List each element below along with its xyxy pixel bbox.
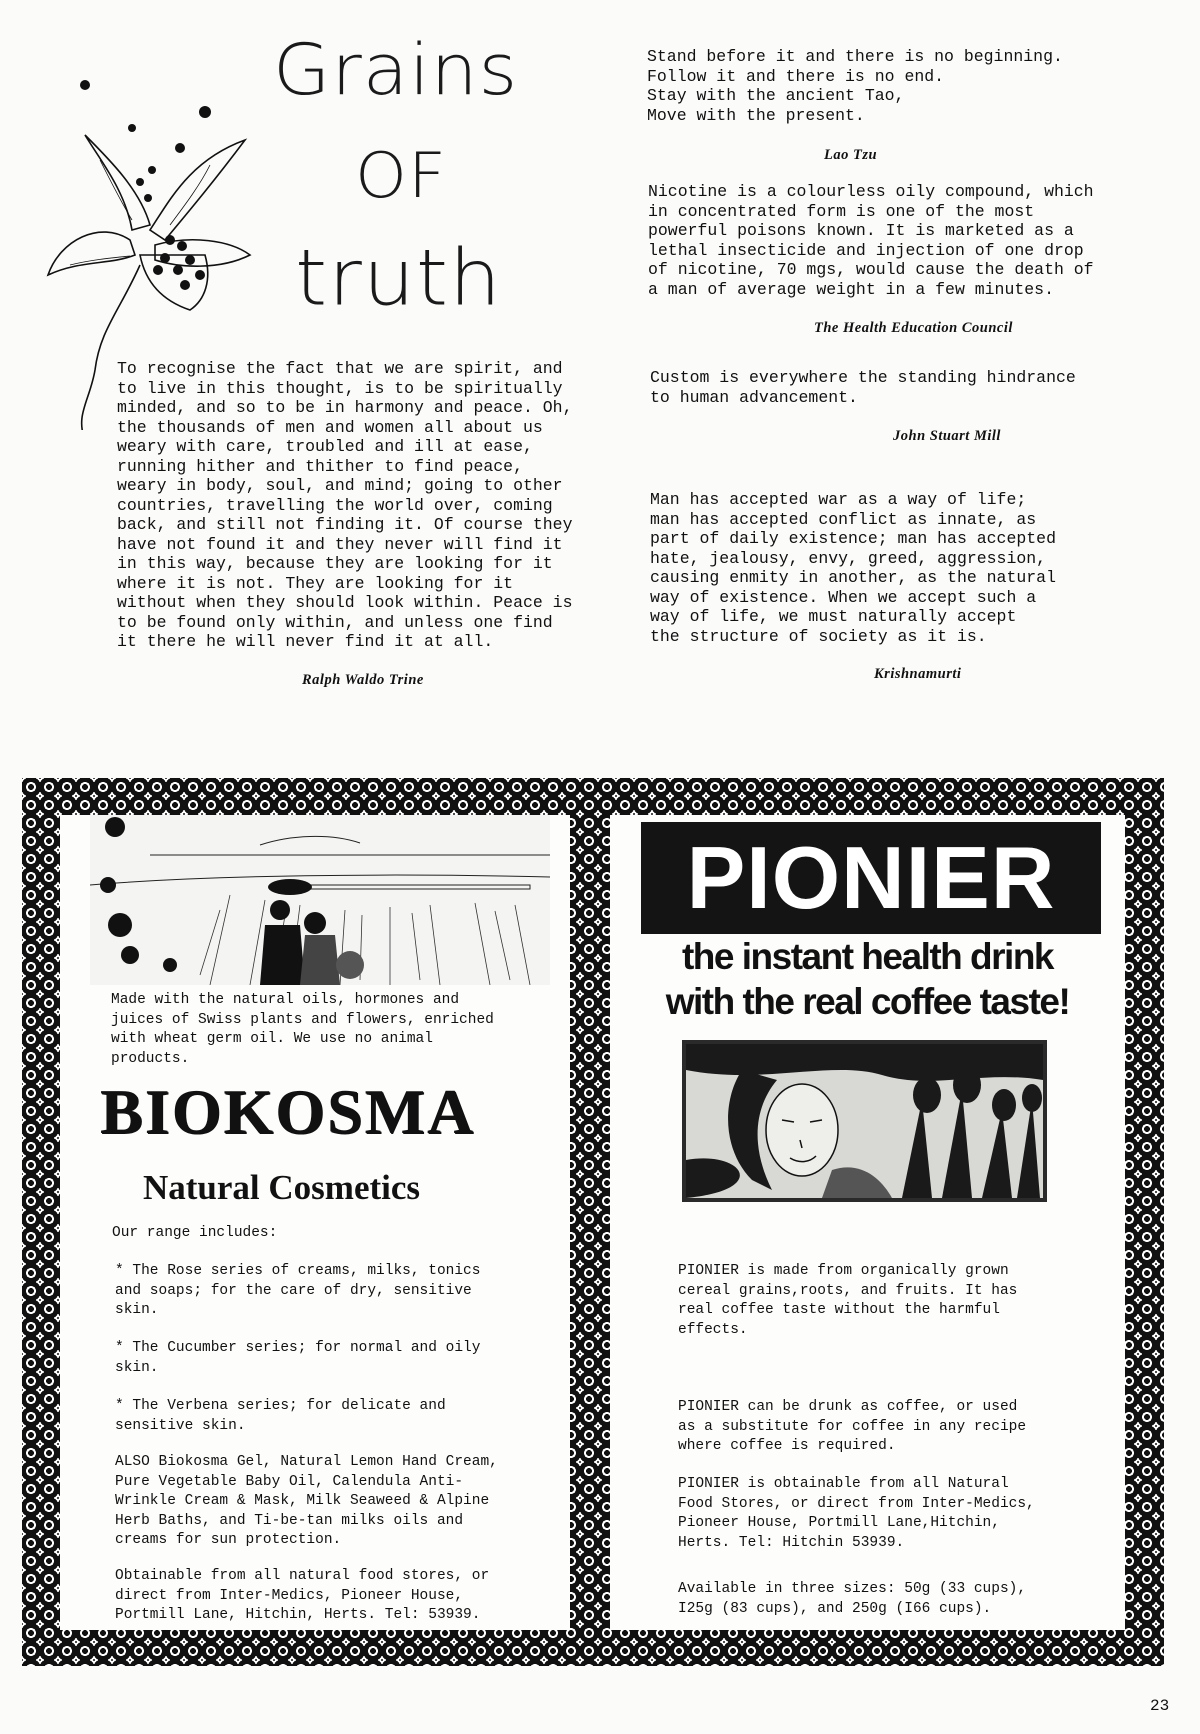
quote-krishnamurti-author: Krishnamurti (874, 666, 962, 682)
quote-mill-text: Custom is everywhere the standing hindrance to human advancement. (650, 368, 1076, 407)
quote-laotzu-author: Lao Tzu (824, 147, 878, 163)
biokosma-cucumber-series: * The Cucumber series; for normal and oily skin. (115, 1340, 481, 1376)
pionier-logo: PIONIER (641, 822, 1101, 934)
pionier-ad (610, 815, 1125, 1630)
quote-trine-text: To recognise the fact that we are spirit, and to live in this thought, is to be spiritually minded, and so to be in harmony and peace. Oh, the thousands of men and women all about us weary with care, troubled and ill at ease, running hither and thither to find peace, weary in body, soul, and mind; going to other countries, travelling the world over, coming back, and still not finding it. Of course they have not found it and they never will find it in this way, because they are looking for it where it is not. They are looking for it without when they should look within. Peace is to be found only within, and unless one find it there he will never find it at all. (117, 359, 573, 651)
page-number: 23 (1150, 1697, 1170, 1715)
biokosma-verbena-series: * The Verbena series; for delicate and sensitive skin. (115, 1398, 446, 1434)
biokosma-obtainable: Obtainable from all natural food stores, or direct from Inter-Medics, Pioneer House, Portmill Lane, Hitchin, Herts. Tel: 53939. (115, 1568, 490, 1623)
pionier-tagline-line1: the instant health drink (681, 936, 1054, 977)
pionier-usage: PIONIER can be drunk as coffee, or used as a substitute for coffee in any recipe where coffee is required. (678, 1399, 1027, 1454)
quote-mill-author: John Stuart Mill (893, 428, 1001, 444)
biokosma-also-products: ALSO Biokosma Gel, Natural Lemon Hand Cream, Pure Vegetable Baby Oil, Calendula Anti- Wrinkle Cream & Mask, Milk Seaweed & Alpine Herb Baths, and Ti-be-tan milks oils and creams for sun protection. (115, 1454, 498, 1548)
title-of: OF (355, 138, 447, 213)
harvest-scene-icon (90, 815, 550, 985)
quote-krishnamurti-text: Man has accepted war as a way of life; man has accepted conflict as innate, as part of daily existence; man has accepted hate, jealousy, envy, greed, aggression, causing enmity in another, as the natural way of existence. When we accept such a way of life, we must naturally accept the structure of society as it is. (650, 490, 1056, 646)
pionier-sizes: Available in three sizes: 50g (33 cups), I25g (83 cups), and 250g (I66 cups). (678, 1581, 1027, 1617)
biokosma-logo: BIOKOSMA (100, 1076, 476, 1147)
quote-laotzu-text: Stand before it and there is no beginning. Follow it and there is no end. Stay with the ancient Tao, Move with the present. (647, 47, 1063, 125)
biokosma-rose-series: * The Rose series of creams, milks, tonics and soaps; for the care of dry, sensitive skin. (115, 1263, 481, 1318)
pionier-obtainable: PIONIER is obtainable from all Natural Food Stores, or direct from Inter-Medics, Pioneer House, Portmill Lane,Hitchin, Herts. Tel: Hitchin 53939. (678, 1476, 1035, 1551)
harvest-illustration (90, 815, 550, 985)
quote-nicotine-text: Nicotine is a colourless oily compound, which in concentrated form is one of the most powerful poisons known. It is marketed as a lethal insecticide and injection of one drop of nicotine, 70 mgs, would cause the death of a man of average weight in a few minutes. (648, 182, 1094, 299)
biokosma-intro: Made with the natural oils, hormones and juices of Swiss plants and flowers, enriched with wheat germ oil. We use no animal products. (111, 992, 494, 1067)
biokosma-subtitle: Natural Cosmetics (143, 1168, 421, 1207)
title-grains: Grains (273, 29, 519, 111)
title-truth: truth (295, 233, 502, 324)
pionier-tagline-line2: with the real coffee taste! (665, 981, 1070, 1022)
biokosma-range-heading: Our range includes: (112, 1225, 278, 1241)
pionier-description: PIONIER is made from organically grown cereal grains,roots, and fruits. It has real coffee taste without the harmful effects. (678, 1263, 1018, 1338)
woman-irises-icon (682, 1040, 1047, 1202)
woman-with-irises-illustration (682, 1040, 1047, 1202)
quote-nicotine-author: The Health Education Council (814, 320, 1013, 336)
biokosma-ad (60, 815, 570, 1630)
quote-trine-author: Ralph Waldo Trine (302, 672, 424, 688)
